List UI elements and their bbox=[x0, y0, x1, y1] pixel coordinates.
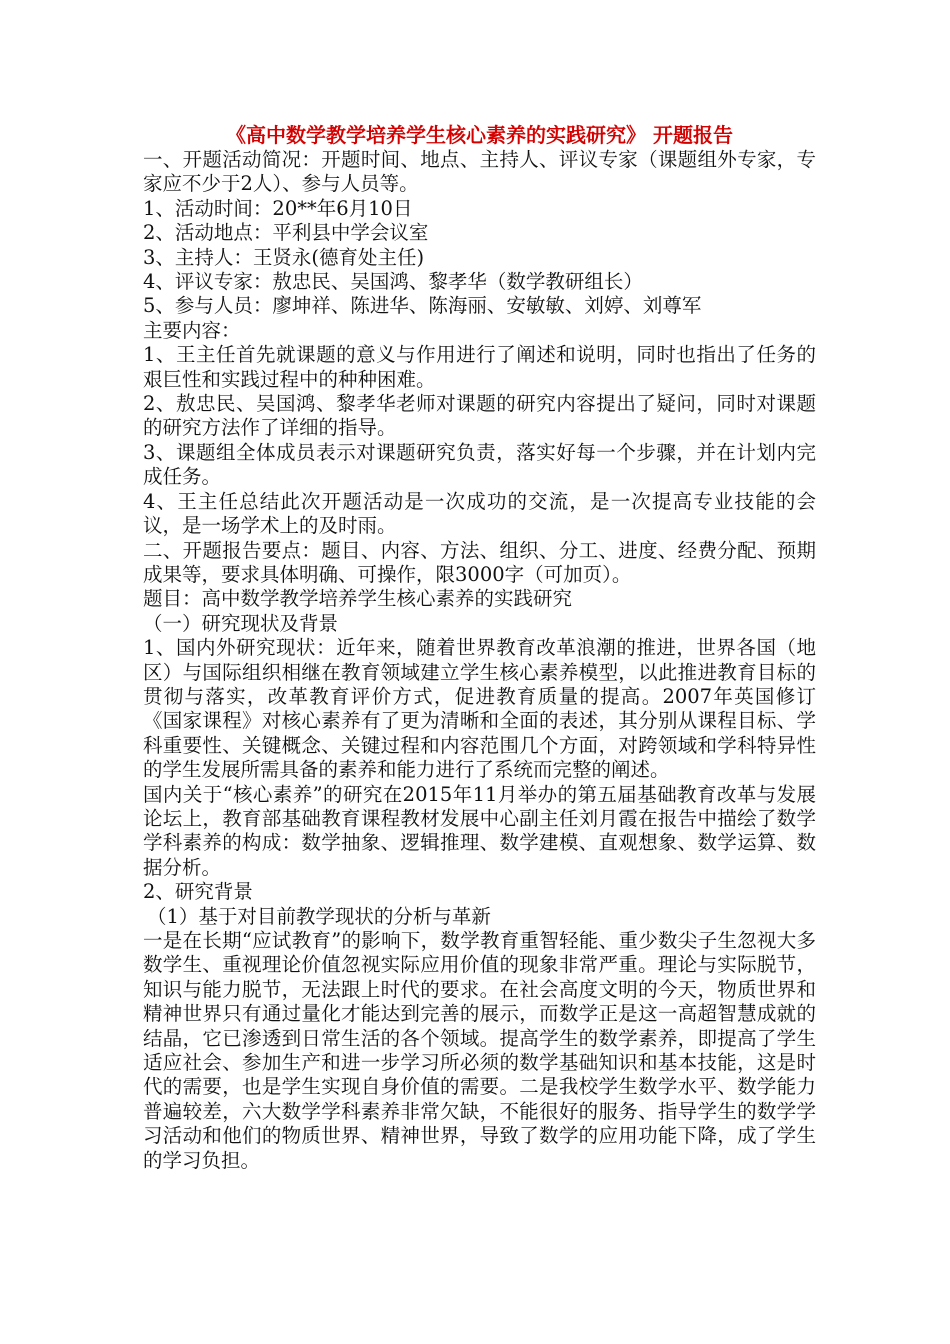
main-content-item: 3、课题组全体成员表示对课题研究负责，落实好每一个步骤，并在计划内完成任务。 bbox=[143, 440, 816, 489]
activity-experts: 4、评议专家：敖忠民、吴国鸿、黎孝华（数学教研组长） bbox=[143, 270, 643, 294]
section2-heading: 二、开题报告要点：题目、内容、方法、组织、分工、进度、经费分配、预期成果等，要求具体明确、可操作，限3000字（可加页）。 bbox=[143, 538, 816, 586]
research-status-paragraph: 1、国内外研究现状：近年来，随着世界教育改革浪潮的推进，世界各国（地区）与国际组织相继在教育领域建立学生核心素养模型，以此推进教育目标的贯彻与落实，改革教育评价方式，促进教育质量的提高。2007年英国修订《国家课程》对核心素养有了更为清晰和全面的表述，其分别从课程目标、学科重要性、关键概念、关键过程和内容范围几个方面，对跨领域和学科特异性的学生发展所需具备的素养和能力进行了系统而完整的阐述。 bbox=[143, 636, 816, 782]
background-paragraph: 一是在长期“应试教育”的影响下，数学教育重智轻能、重少数尖子生忽视大多数学生、重视理论价值忽视实际应用价值的现象非常严重。理论与实际脱节，知识与能力脱节，无法跟上时代的要求。在社会高度文明的今天，物质世界和精神世界只有通过量化才能达到完善的展示，而数学正是这一高超智慧成就的结晶，它已渗透到日常生活的各个领域。提高学生的数学素养，即提高了学生适应社会、参加生产和进一步学习所必须的数学基础知识和基本技能，这是时代的需要，也是学生实现自身价值的需要。二是我校学生数学水平、数学能力普遍较差，六大数学学科素养非常欠缺，不能很好的服务、指导学生的数学学习活动和他们的物质世界、精神世界，导致了数学的应用功能下降，成了学生的学习负担。 bbox=[143, 929, 816, 1172]
domestic-research-paragraph: 国内关于“核心素养”的研究在2015年11月举办的第五届基础教育改革与发展论坛上，教育部基础教育课程教材发展中心副主任刘月霞在报告中描绘了数学学科素养的构成：数学抽象、逻辑推理、数学建模、直观想象、数学运算、数据分析。 bbox=[143, 782, 816, 879]
activity-host: 3、主持人：王贤永(德育处主任) bbox=[143, 245, 425, 269]
main-content-label: 主要内容： bbox=[143, 318, 241, 342]
main-content-item: 4、王主任总结此次开题活动是一次成功的交流，是一次提高专业技能的会议，是一场学术上的及时雨。 bbox=[143, 489, 816, 538]
document-title: 《高中数学教学培养学生核心素养的实践研究》 开题报告 bbox=[226, 123, 733, 147]
background-subheading: （1）基于对目前教学现状的分析与革新 bbox=[147, 904, 491, 928]
subsection-heading: （一）研究现状及背景 bbox=[143, 611, 339, 635]
background-heading: 2、研究背景 bbox=[143, 880, 253, 904]
activity-participants: 5、参与人员：廖坤祥、陈进华、陈海丽、安敏敏、刘婷、刘尊军 bbox=[143, 294, 702, 318]
main-content-item: 2、敖忠民、吴国鸿、黎孝华老师对课题的研究内容提出了疑问，同时对课题的研究方法作了详细的指导。 bbox=[143, 392, 816, 440]
activity-time: 1、活动时间：20**年6月10日 bbox=[143, 196, 413, 220]
section1-heading: 一、开题活动简况：开题时间、地点、主持人、评议专家（课题组外专家，专家应不少于2人）、参与人员等。 bbox=[143, 148, 816, 196]
topic-line: 题目：高中数学教学培养学生核心素养的实践研究 bbox=[143, 587, 573, 611]
activity-location: 2、活动地点：平利县中学会议室 bbox=[143, 221, 429, 245]
main-content-item: 1、王主任首先就课题的意义与作用进行了阐述和说明，同时也指出了任务的艰巨性和实践过程中的种种困难。 bbox=[143, 343, 816, 391]
